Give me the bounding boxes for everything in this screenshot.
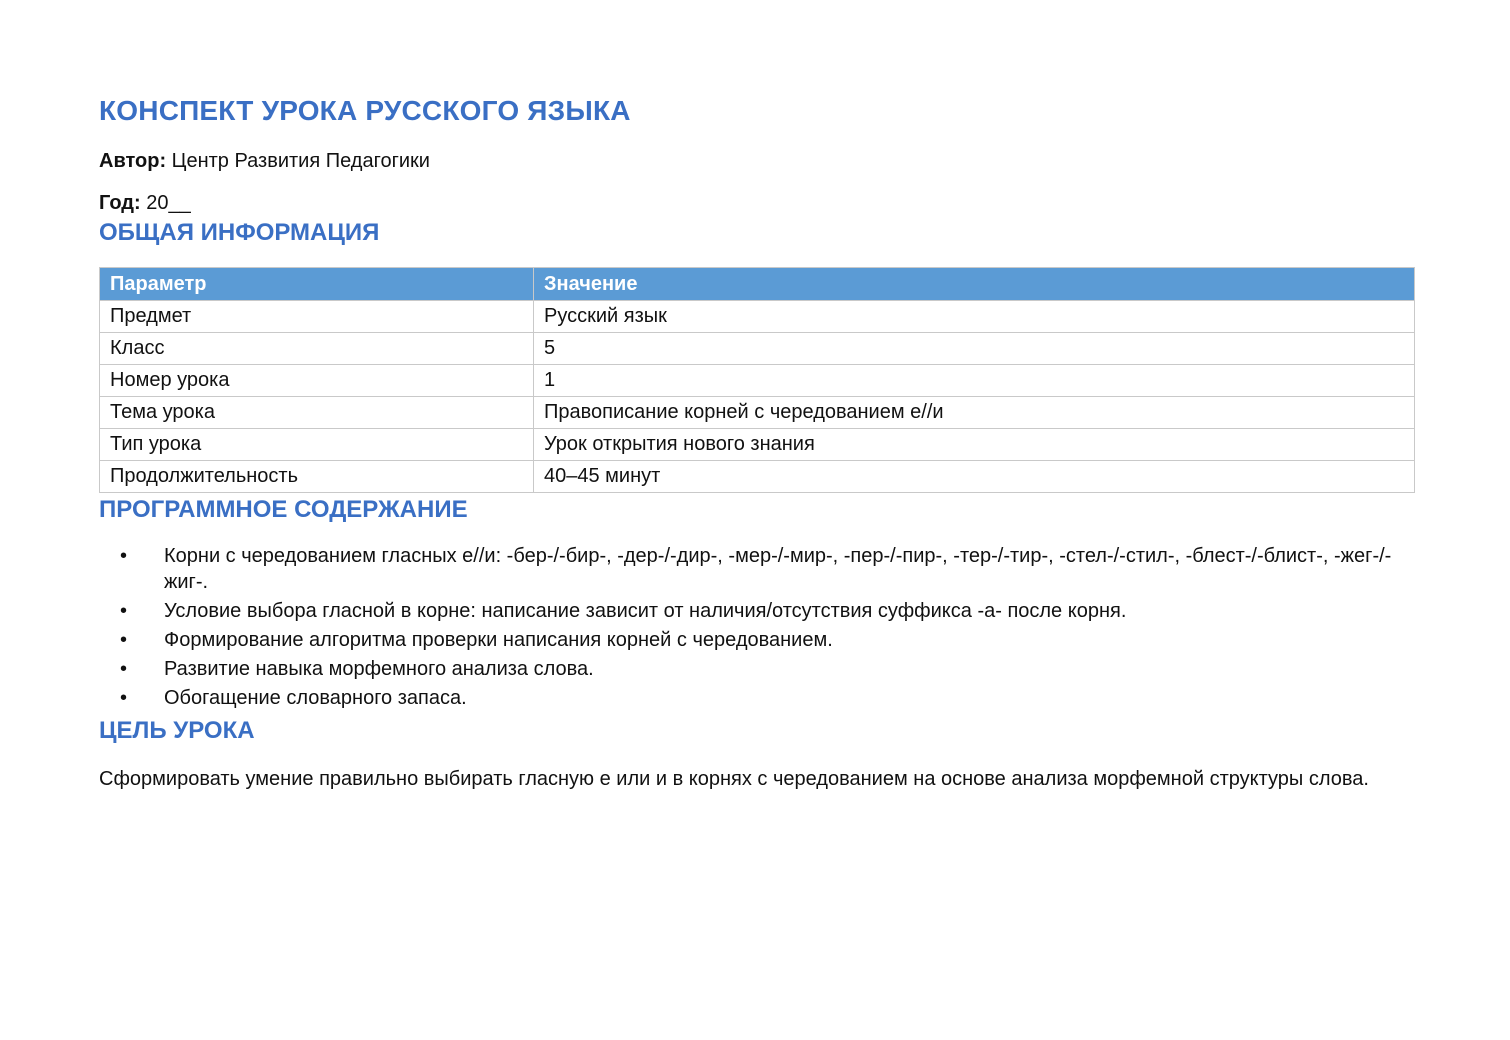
year-value: 20__ (146, 192, 191, 214)
year-line (99, 190, 1415, 216)
author-label: Автор: (99, 150, 167, 172)
table-row (100, 365, 1415, 397)
table-row (100, 301, 1415, 333)
table-cell-parameter: Класс (100, 333, 534, 365)
general-info-heading: ОБЩАЯ ИНФОРМАЦИЯ (99, 219, 380, 246)
document-title: КОНСПЕКТ УРОКА РУССКОГО ЯЗЫКА (99, 95, 631, 126)
bullet-icon: • (120, 600, 128, 622)
table-cell-parameter: Продолжительность (100, 461, 534, 493)
list-item-text: Развитие навыка морфемного анализа слова. (164, 658, 594, 680)
table-header-row (100, 268, 1415, 301)
lesson-goal-text: Сформировать умение правильно выбирать гласную е или и в корнях с чередованием на основе анализа морфемной структуры слова. (99, 768, 1369, 790)
column-header-value: Значение (534, 268, 1415, 301)
list-item-text: Корни с чередованием гласных е//и: -бер-/-бир-, -дер-/-дир-, -мер-/-мир-, -пер-/-пир-, -тер-/-тир-, -стел-/-стил-, -блест-/-блист-, -жег-/-жиг-. (164, 545, 1392, 593)
table-cell-parameter: Предмет (100, 301, 534, 333)
table-cell-value: 40–45 минут (534, 461, 1415, 493)
table-cell-parameter: Тип урока (100, 429, 534, 461)
list-item-text: Обогащение словарного запаса. (164, 687, 467, 709)
document-page (99, 90, 1415, 792)
lesson-goal-heading: ЦЕЛЬ УРОКА (99, 717, 255, 744)
table-cell-parameter: Тема урока (100, 397, 534, 429)
list-item (99, 627, 1415, 653)
bullet-icon: • (120, 629, 128, 651)
table-cell-value: Урок открытия нового знания (534, 429, 1415, 461)
table-cell-parameter: Номер урока (100, 365, 534, 397)
list-item (99, 656, 1415, 682)
table-cell-value: 1 (534, 365, 1415, 397)
author-value: Центр Развития Педагогики (171, 150, 430, 172)
column-header-parameter: Параметр (100, 268, 534, 301)
list-item (99, 685, 1415, 711)
table-row (100, 429, 1415, 461)
author-line (99, 148, 1415, 174)
bullet-icon: • (120, 545, 128, 567)
program-content-heading: ПРОГРАММНОЕ СОДЕРЖАНИЕ (99, 496, 468, 523)
table-row (100, 333, 1415, 365)
list-item-text: Формирование алгоритма проверки написания корней с чередованием. (164, 629, 833, 651)
program-content-list (99, 543, 1415, 711)
table-cell-value: 5 (534, 333, 1415, 365)
table-cell-value: Русский язык (534, 301, 1415, 333)
general-info-table (99, 267, 1415, 493)
table-row (100, 397, 1415, 429)
table-cell-value: Правописание корней с чередованием е//и (534, 397, 1415, 429)
list-item (99, 598, 1415, 624)
bullet-icon: • (120, 687, 128, 709)
bullet-icon: • (120, 658, 128, 680)
list-item-text: Условие выбора гласной в корне: написание зависит от наличия/отсутствия суффикса -а- после корня. (164, 600, 1127, 622)
year-label: Год: (99, 192, 141, 214)
list-item (99, 543, 1415, 595)
table-row (100, 461, 1415, 493)
